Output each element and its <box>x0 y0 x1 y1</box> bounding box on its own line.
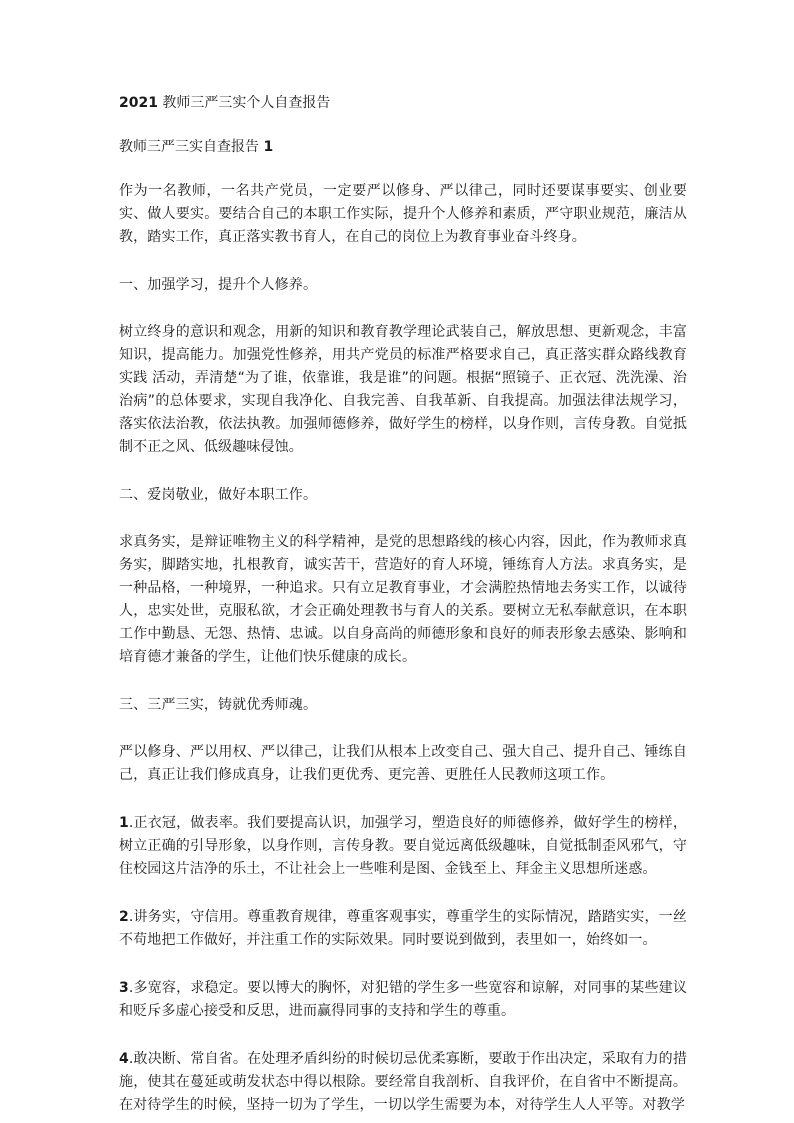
section-heading-3: 三、三严三实，铸就优秀师魂。 <box>119 697 318 713</box>
list-item-1-text: .正衣冠，做表率。我们要提高认识，加强学习，塑造良好的师德修养，做好学生的榜样，树立正确的引导形象，以身作则，言传身教。要自觉远离低级趣味，自觉抵制歪风邪气，守住校园这片洁净的乐土，不让社会上一些唯利是图、金钱至上、拜金主义思想所迷惑。 <box>119 815 687 877</box>
list-item-1-number: 1 <box>119 815 129 831</box>
list-item-2 <box>119 906 687 952</box>
list-item-4-text: .敢决断、常自省。在处理矛盾纠纷的时候切忌优柔寡断，要敢于作出决定，采取有力的措施，使其在蔓延或萌发状态中得以根除。要经常自我剖析、自我评价，在自省中不断提高。在对待学生的时候，坚持一切为了学生，一切以学生需要为本，对待学生人人平等。对教学 <box>119 1051 687 1113</box>
title-year: 2021 <box>119 95 158 111</box>
list-item-1 <box>119 812 687 881</box>
title-text: 教师三严三实个人自查报告 <box>157 95 331 111</box>
report-subtitle <box>119 137 687 157</box>
subtitle-number: 1 <box>263 139 274 155</box>
list-item-2-text: .讲务实，守信用。尊重教育规律，尊重客观事实，尊重学生的实际情况，踏踏实实，一丝不苟地把工作做好，并注重工作的实际效果。同时要说到做到，表里如一，始终如一。 <box>119 909 687 948</box>
section-paragraph-2: 求真务实，是辩证唯物主义的科学精神，是党的思想路线的核心内容，因此，作为教师求真务实，脚踏实地，扎根教育，诚实苦干，营造好的育人环境，锤练育人方法。求真务实，是一种品格，一种境界，一种追求。只有立足教育事业，才会满腔热情地去务实工作，以诚待人，忠实处世，克服私欲，才会正确处理教书与育人的关系。要树立无私奉献意识，在本职工作中勤恳、无怨、热情、忠诚。以自身高尚的师德形象和良好的师表形象去感染、影响和培育德才兼备的学生，让他们快乐健康的成长。 <box>119 534 687 665</box>
intro-paragraph: 作为一名教师，一名共产党员，一定要严以修身、严以律己，同时还要谋事要实、创业要实、做人要实。要结合自己的本职工作实际，提升个人修养和素质，严守职业规范，廉洁从教，踏实工作，真正落实教书育人，在自己的岗位上为教育事业奋斗终身。 <box>119 183 687 245</box>
section-paragraph-1: 树立终身的意识和观念，用新的知识和教育教学理论武装自己，解放思想、更新观念，丰富知识，提高能力。加强党性修养，用共产党员的标准严格要求自己，真正落实群众路线教育实践 活动，弄清楚“为了谁，依靠谁，我是谁”的问题。根据“照镜子、正衣冠、洗洗澡、治治病”的总体要求，实现自我净化、自我完善、自我革新、自我提高。加强法律法规学习，落实依法治教，依法执教。加强师德修养，做好学生的榜样，以身作则，言传身教。自觉抵制不正之风、低级趣味侵蚀。 <box>119 324 687 455</box>
section-heading-2: 二、爱岗敬业，做好本职工作。 <box>119 487 318 503</box>
list-item-3-number: 3 <box>119 980 129 996</box>
list-item-3 <box>119 977 687 1023</box>
list-item-3-text: .多宽容，求稳定。要以博大的胸怀，对犯错的学生多一些宽容和谅解，对同事的某些建议和贬斥多虚心接受和反思，进而赢得同事的支持和学生的尊重。 <box>119 980 687 1019</box>
section-paragraph-3: 严以修身、严以用权、严以律己，让我们从根本上改变自己、强大自己、提升自己、锤练自己，真正让我们修成真身，让我们更优秀、更完善、更胜任人民教师这项工作。 <box>119 744 687 783</box>
section-heading-1: 一、加强学习，提升个人修养。 <box>119 277 318 293</box>
document-title <box>119 93 687 113</box>
list-item-2-number: 2 <box>119 909 129 925</box>
document-body <box>119 93 687 1117</box>
subtitle-text: 教师三严三实自查报告 <box>119 139 264 155</box>
list-item-4-number: 4 <box>119 1051 129 1067</box>
list-item-4 <box>119 1048 687 1117</box>
